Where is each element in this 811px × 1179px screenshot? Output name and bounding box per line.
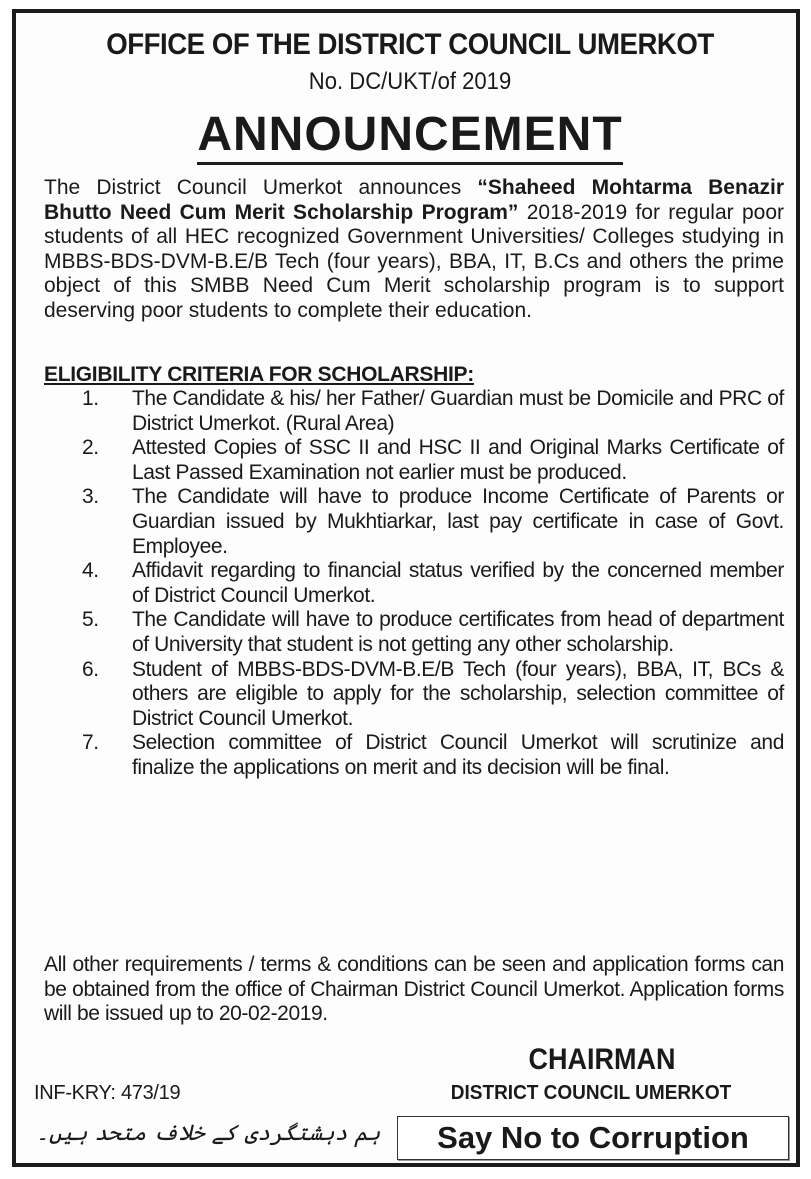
item-number: 4.: [82, 559, 99, 583]
reference-number: No. DC/UKT/of 2019: [308, 68, 512, 95]
item-number: 5.: [82, 608, 99, 632]
item-text: Affidavit regarding to financial status verified by the concerned member of District Council Umerkot.: [132, 559, 784, 607]
eligibility-item: [72, 608, 784, 657]
announcement-heading: [16, 107, 804, 162]
eligibility-item: [72, 731, 784, 780]
eligibility-item: [72, 387, 784, 436]
office-title: OFFICE OF THE DISTRICT COUNCIL UMERKOT: [106, 28, 714, 61]
item-text: The Candidate & his/ her Father/ Guardian must be Domicile and PRC of District Umerkot. (Rural Area): [132, 387, 784, 435]
announcement-frame: [12, 9, 800, 1167]
program-name: “Shaheed Mohtarma Benazir Bhutto Need Cum Merit Scholarship Program”: [44, 176, 785, 224]
anti-corruption-slogan-box: [397, 1116, 789, 1160]
closing-paragraph: All other requirements / terms & conditions can be seen and application forms can be obtained from the office of Chairman District Council Umerkot. Application forms will be issued up to 20-02-2019.: [44, 953, 784, 1026]
inf-code: INF-KRY: 473/19: [34, 1082, 181, 1104]
eligibility-item: [72, 658, 784, 732]
item-number: 2.: [82, 436, 99, 460]
anti-corruption-slogan: Say No to Corruption: [437, 1120, 749, 1155]
item-text: Student of MBBS-BDS-DVM-B.E/B Tech (four years), BBA, IT, BCs & others are eligible to apply for the scholarship, selection committee of District Council Umerkot.: [132, 657, 784, 730]
eligibility-heading: ELIGIBILITY CRITERIA FOR SCHOLARSHIP:: [44, 363, 474, 386]
intro-suffix: 2018-2019 for regular poor students of all HEC recognized Government Universities/ Colleges studying in MBBS-BDS-DVM-B.E/B Tech (four years), BBA, IT, B.Cs and others the prime object of this SMBB Need Cum Merit scholarship program is to support deserving poor students to complete their education.: [44, 200, 784, 322]
item-text: Selection committee of District Council Umerkot will scrutinize and finalize the applications on merit and its decision will be final.: [132, 731, 784, 779]
intro-paragraph: [44, 176, 784, 324]
announcement-heading-text: ANNOUNCEMENT: [197, 108, 622, 165]
item-number: 1.: [82, 387, 99, 410]
eligibility-item: [72, 485, 784, 559]
item-number: 7.: [82, 731, 99, 755]
item-text: The Candidate will have to produce Income Certificate of Parents or Guardian issued by Mukhtiarkar, last pay certificate in case of Govt. Employee.: [132, 485, 784, 558]
signatory-title: CHAIRMAN: [528, 1043, 676, 1076]
item-text: The Candidate will have to produce certificates from head of department of University that student is not getting any other scholarship.: [132, 608, 784, 656]
item-number: 3.: [82, 485, 99, 509]
item-text: Attested Copies of SSC II and HSC II and Original Marks Certificate of Last Passed Examination not earlier must be produced.: [132, 436, 784, 484]
eligibility-item: [72, 559, 784, 608]
intro-prefix: The District Council Umerkot announces: [44, 176, 478, 199]
eligibility-list: [72, 387, 784, 781]
urdu-slogan: ہم دہشتگردی کے خلاف متحد ہیں۔: [36, 1121, 381, 1146]
item-number: 6.: [82, 657, 99, 681]
eligibility-item: [72, 436, 784, 485]
signatory-office: DISTRICT COUNCIL UMERKOT: [450, 1082, 732, 1104]
